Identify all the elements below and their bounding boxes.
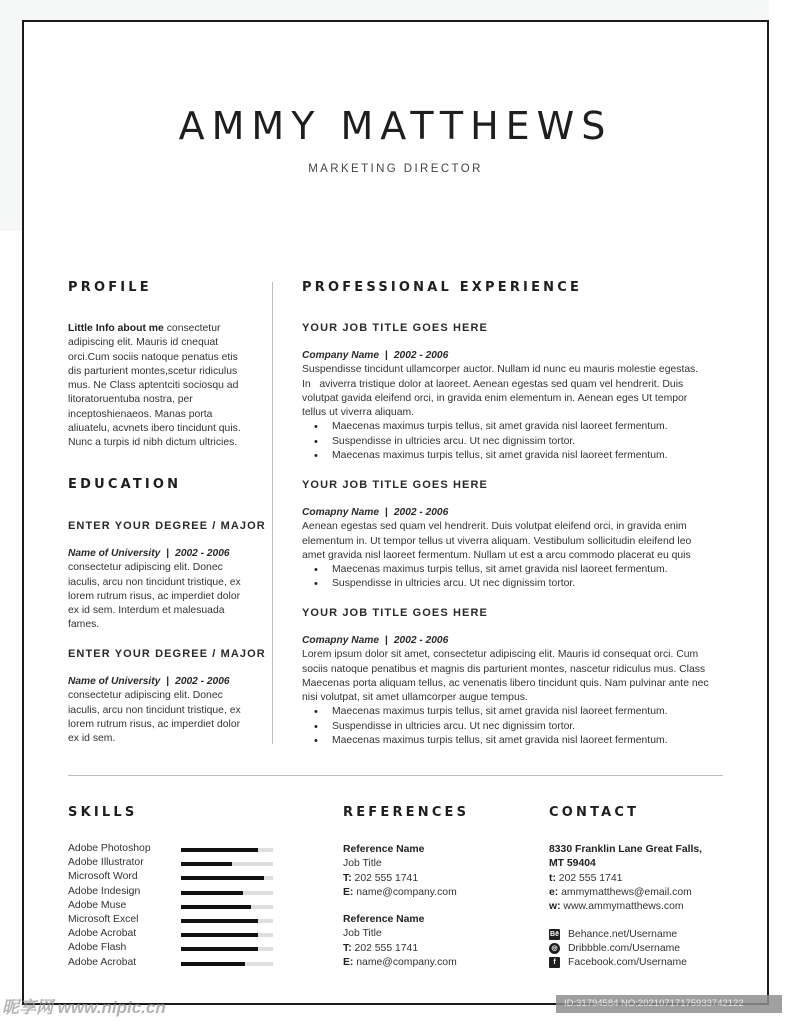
job-bullet: • Suspendisse in ultricies arcu. Ut nec dignissim tortor.: [302, 720, 727, 734]
skill-name: Microsoft Word: [68, 871, 138, 883]
reference-entry: [343, 913, 533, 970]
skill-level-fill: [181, 933, 258, 937]
profile-heading: PROFILE: [68, 280, 152, 295]
contact-address-line-1: 8330 Franklin Lane Great Falls,: [549, 844, 703, 855]
job-bullets: [302, 563, 727, 592]
skill-row: [68, 857, 278, 871]
skill-level-bar: [181, 862, 273, 866]
reference-name: Reference Name: [343, 914, 425, 925]
skill-level-bar: [181, 947, 273, 951]
job-title: YOUR JOB TITLE GOES HERE: [302, 479, 488, 491]
candidate-name: AMMY MATTHEWS: [178, 104, 613, 148]
skill-level-bar: [181, 891, 273, 895]
skill-row: [68, 928, 278, 942]
candidate-title: MARKETING DIRECTOR: [308, 163, 483, 175]
skill-name: Adobe Indesign: [68, 885, 141, 897]
job-line: In aviverra tristique dolor at laoreet. Aenean egestas sed quam vel hendrerit. Duis: [302, 378, 684, 390]
education-line: ex id sem. Interdum et malesuada: [68, 605, 225, 617]
job-bullets: [302, 420, 727, 463]
skill-level-bar: [181, 905, 273, 909]
skills-heading: SKILLS: [68, 805, 138, 820]
reference-entry: [343, 843, 533, 900]
education-line: consectetur adipiscing elit. Donec: [68, 562, 223, 574]
education-line: fames.: [68, 619, 100, 631]
reference-job-title: Job Title: [343, 858, 382, 870]
skill-row: [68, 942, 278, 956]
skill-name: Adobe Acrobat: [68, 956, 137, 968]
company-meta: Comapny Name | 2002 - 2006: [302, 635, 449, 646]
profile-line: litoratoruentuba nostra, per: [68, 394, 193, 406]
job-bullet: • Maecenas maximus turpis tellus, sit amet gravida nisl laoreet fermentum.: [302, 705, 727, 719]
education-heading: EDUCATION: [68, 477, 182, 492]
skill-name: Adobe Illustrator: [68, 857, 144, 869]
job-bullet: • Maecenas maximus turpis tellus, sit amet gravida nisl laoreet fermentum.: [302, 420, 727, 434]
section-divider: [68, 775, 723, 776]
watermark-logo: 昵享网 www.nipic.cn: [2, 998, 166, 1017]
reference-email[interactable]: E: name@company.com: [343, 886, 457, 898]
skill-name: Adobe Muse: [68, 899, 127, 911]
reference-name: Reference Name: [343, 844, 425, 855]
education-line: lorem rutrum risus, ac imperdiet dolor: [68, 718, 241, 730]
profile-line: aliuatelu, acvnets ibero tincidunt quis.: [68, 423, 241, 435]
degree-title: ENTER YOUR DEGREE / MAJOR: [68, 648, 266, 660]
profile-line: orci.Cum sociis natoque penatus etis: [68, 351, 238, 363]
profile-line: mus. Ne Class aptentciti sociosqu ad: [68, 380, 239, 392]
job-bullet: • Maecenas maximus turpis tellus, sit amet gravida nisl laoreet fermentum.: [302, 449, 727, 463]
dribbble-icon: ◎: [549, 943, 560, 954]
contact-email[interactable]: e: ammymatthews@email.com: [549, 886, 692, 898]
contact-address-line-2: MT 59404: [549, 858, 596, 870]
job-entry: [302, 349, 727, 463]
education-line: lorem rutrum risus, ac imperdiet dolor: [68, 590, 241, 602]
job-bullet: • Maecenas maximus turpis tellus, sit amet gravida nisl laoreet fermentum.: [302, 563, 727, 577]
job-bullet: • Suspendisse in ultricies arcu. Ut nec dignissim tortor.: [302, 435, 727, 449]
job-line: Suspendisse tincidunt ullamcorper auctor. Nullam id nunc eu mauris molestie egestas.: [302, 364, 699, 376]
job-line: Lorem ipsum dolor sit amet, consectetur adipiscing elit. Mauris id consequat orci. Cum: [302, 649, 699, 661]
reference-phone: T: 202 555 1741: [343, 872, 419, 884]
skill-level-fill: [181, 905, 251, 909]
profile-line: adipiscing elit. Mauris id cnequat: [68, 337, 219, 349]
skill-level-fill: [181, 862, 232, 866]
job-line: Aenean egestas sed quam vel hendrerit. Duis volutpat eleifend orci, in gravida enim: [302, 521, 687, 533]
profile-line: Nunc a turpis id nibh dictum ultricies.: [68, 437, 238, 449]
skill-row: [68, 900, 278, 914]
skill-level-bar: [181, 962, 273, 966]
profile-line-1: Little Info about me consectetur: [68, 323, 221, 334]
skill-row: [68, 843, 278, 857]
skill-level-fill: [181, 848, 258, 852]
column-divider: [272, 282, 273, 744]
education-line: iaculis, arcu non tincidunt tristique, ex: [68, 704, 241, 716]
university-meta: Name of University | 2002 - 2006: [68, 676, 230, 687]
job-title: YOUR JOB TITLE GOES HERE: [302, 322, 488, 334]
skill-row: [68, 886, 278, 900]
references-heading: REFERENCES: [343, 805, 470, 820]
job-entry: [302, 634, 727, 748]
education-line: consectetur adipiscing elit. Donec: [68, 690, 223, 702]
social-behance[interactable]: Bē Behance.net/Username: [550, 929, 678, 940]
skill-row: [68, 871, 278, 885]
skill-level-fill: [181, 891, 243, 895]
education-line: iaculis, arcu non tincidunt tristique, ex: [68, 576, 241, 588]
skill-row: [68, 957, 278, 971]
education-entry: [68, 675, 268, 746]
social-facebook[interactable]: f Facebook.com/Username: [549, 956, 687, 970]
social-dribbble[interactable]: ◎ Dribbble.com/Username: [549, 942, 680, 956]
reference-email[interactable]: E: name@company.com: [343, 956, 457, 968]
skill-name: Adobe Flash: [68, 942, 127, 954]
contact-heading: CONTACT: [549, 805, 640, 820]
skill-name: Microsoft Excel: [68, 914, 139, 925]
skill-level-bar: [181, 848, 273, 852]
degree-title: ENTER YOUR DEGREE / MAJOR: [68, 520, 266, 532]
profile-lead: Little Info about me: [68, 323, 164, 334]
job-line: volutpat gavida eleifend orci, in gravida enim elementum in. Aenean eges Ut tempor: [302, 392, 688, 404]
education-entry: [68, 547, 268, 633]
skill-level-fill: [181, 919, 258, 923]
watermark-id: ID:31794584 NO:20210717175933742122: [556, 995, 782, 1013]
education-line: ex id sem.: [68, 733, 116, 745]
job-line: nisi volutpat, sit amet ullamcorper augue tempus.: [302, 692, 528, 704]
job-line: amet gravida nisl laoreet fermentum. Nullam ut est a arcu commodo placerat eu quis: [302, 549, 691, 561]
job-bullets: [302, 705, 727, 748]
company-meta: Company Name | 2002 - 2006: [302, 350, 449, 361]
contact-website[interactable]: w: www.ammymatthews.com: [549, 901, 684, 913]
job-line: Maecenas porta aliquam tellus, ac venenatis libero tincidunt quis. Nam pulvinar ante nec: [302, 677, 709, 689]
job-bullet: • Suspendisse in ultricies arcu. Ut nec dignissim tortor.: [302, 577, 727, 591]
contact-phone: t: 202 555 1741: [549, 872, 623, 884]
skill-row: [68, 914, 278, 928]
job-line: tellus ut viverra aliquam.: [302, 407, 415, 419]
skill-level-fill: [181, 962, 245, 966]
skill-level-bar: [181, 919, 273, 923]
job-line: elementum in. Ut tempor tellus ut viverra aliquam. Vestibulum sollicitudin eleifend leo: [302, 535, 692, 547]
behance-icon: Bē: [550, 930, 559, 938]
skill-name: Adobe Photoshop: [68, 843, 151, 854]
skill-level-fill: [181, 947, 258, 951]
job-entry: [302, 506, 727, 592]
profile-text: [68, 322, 268, 451]
skill-name: Adobe Acrobat: [68, 928, 137, 940]
experience-heading: PROFESSIONAL EXPERIENCE: [302, 280, 583, 295]
contact-details: [549, 843, 749, 914]
job-title: YOUR JOB TITLE GOES HERE: [302, 607, 488, 619]
facebook-icon: f: [549, 957, 560, 968]
reference-phone: T: 202 555 1741: [343, 942, 419, 954]
skill-level-bar: [181, 933, 273, 937]
skill-level-fill: [181, 876, 264, 880]
job-line: sociis natoque penatibus et magnis dis parturient montes, nascetur ridiculus mus. Class: [302, 663, 706, 675]
skill-level-bar: [181, 876, 273, 880]
profile-line: inceptoshienaeos. Manas porta: [68, 408, 213, 420]
university-meta: Name of University | 2002 - 2006: [68, 548, 230, 559]
job-bullet: • Maecenas maximus turpis tellus, sit amet gravida nisl laoreet fermentum.: [302, 734, 727, 748]
reference-job-title: Job Title: [343, 928, 382, 940]
company-meta: Comapny Name | 2002 - 2006: [302, 507, 449, 518]
profile-line: dis parturient montes,scetur ridiculus: [68, 365, 238, 377]
